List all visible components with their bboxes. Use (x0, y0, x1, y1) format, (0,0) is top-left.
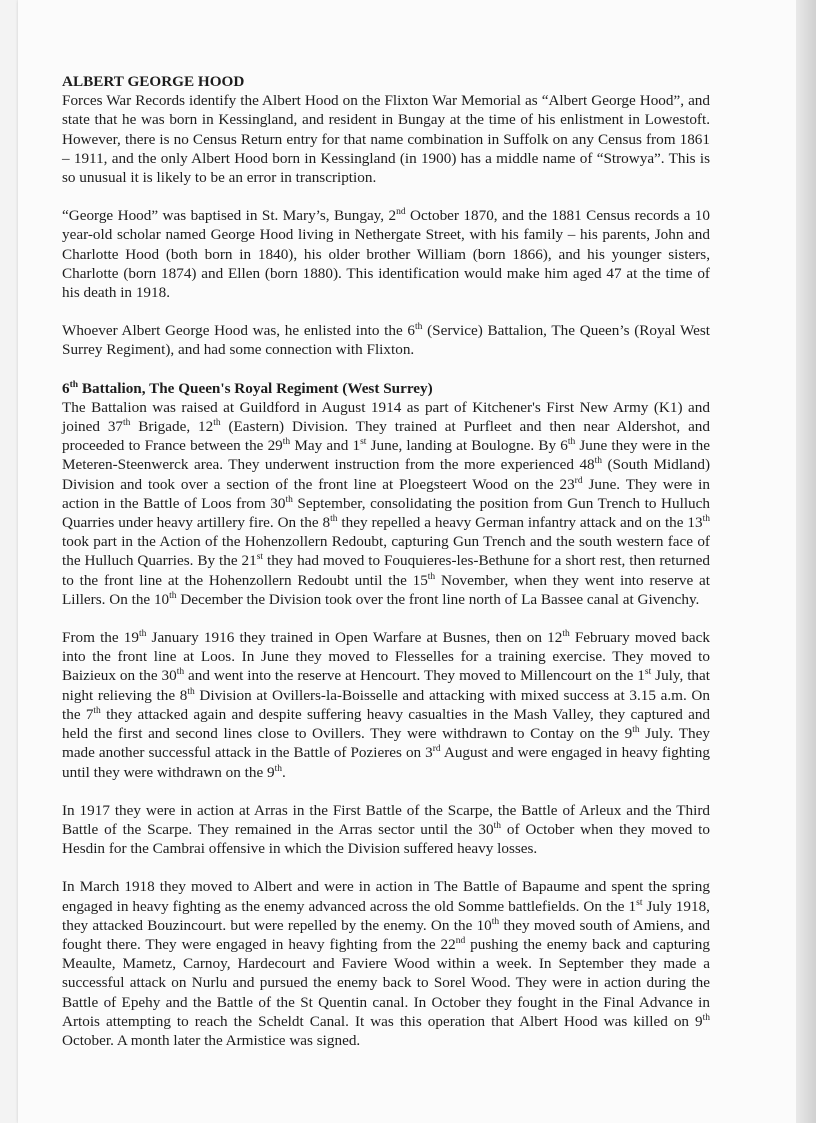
section-paragraph-4: In March 1918 they moved to Albert and were in action in The Battle of Bapaume and spent the spring engaged in heavy fighting as the enemy advanced across the old Somme battlefields. On the 1st July 1918, they attacked Bouzincourt. but were repelled by the enemy. On the 10th they moved south of Amiens, and fought there. They were engaged in heavy fighting from the 22nd pushing the enemy back and capturing Meaulte, Mametz, Carnoy, Hardecourt and Faviere Wood within a week. In September they made a successful attack on Nurlu and pursued the enemy back to Sorel Wood. They were in action during the Battle of Epehy and the Battle of the St Quentin canal. In October they fought in the Final Advance in Artois attempting to reach the Scheldt Canal. It was this operation that Albert Hood was killed on 9th October. A month later the Armistice was signed. (62, 878, 710, 1049)
document-title: ALBERT GEORGE HOOD (62, 73, 245, 90)
page-edge-shadow (796, 0, 816, 1123)
section-paragraph-2: From the 19th January 1916 they trained in Open Warfare at Busnes, then on 12th February moved back into the front line at Loos. In June they moved to Flesselles for a training exercise. They moved to Baizieux on the 30th and went into the reserve at Hencourt. They moved to Millencourt on the 1st July, that night relieving the 8th Division at Ovillers-la-Boisselle and attacking with mixed success at 3.15 a.m. On the 7th they attacked again and despite suffering heavy casualties in the Mash Valley, they captured and held the first and second lines close to Ovillers. They were withdrawn to Contay on the 9th July. They made another successful attack in the Battle of Pozieres on 3rd August and were engaged in heavy fighting until they were withdrawn on the 9th. (62, 629, 711, 781)
intro-paragraph-3: Whoever Albert George Hood was, he enlisted into the 6th (Service) Battalion, The Queen’s (Royal West Surrey Regiment), and had some connection with Flixton. (62, 322, 710, 359)
intro-paragraph-2: “George Hood” was baptised in St. Mary’s, Bungay, 2nd October 1870, and the 1881 Census records a 10 year-old scholar named George Hood living in Nethergate Street, with his family – his parents, John and Charlotte Hood (both born in 1840), his older brother William (born 1866), and his younger sisters, Charlotte (born 1874) and Ellen (born 1880). This identification would make him aged 47 at the time of his death in 1918. (62, 207, 710, 302)
section-paragraph-3: In 1917 they were in action at Arras in the First Battle of the Scarpe, the Battle of Arleux and the Third Battle of the Scarpe. They remained in the Arras sector until the 30th of October when they moved to Hesdin for the Cambrai offensive in which the Division suffered heavy losses. (62, 801, 710, 858)
intro-paragraph-1: Forces War Records identify the Albert Hood on the Flixton War Memorial as “Albert George Hood”, and state that he was born in Kessingland, and resident in Bungay at the time of his enlistment in Lowestoft. However, there is no Census Return entry for that name combination in Suffolk on any Census from 1861 – 1911, and the only Albert Hood born in Kessingland (in 1900) has a middle name of “Strowya”. This is so unusual it is likely to be an error in transcription. (62, 92, 710, 187)
document-body (62, 72, 710, 1069)
section-heading: 6th Battalion, The Queen's Royal Regiment (West Surrey) (62, 379, 433, 397)
section-paragraph-1: The Battalion was raised at Guildford in August 1914 as part of Kitchener's First New Army (K1) and joined 37th Brigade, 12th (Eastern) Division. They trained at Purfleet and then near Aldershot, and proceeded to France between the 29th May and 1st June, landing at Boulogne. By 6th June they were in the Meteren-Steenwerck area. They underwent instruction from the more experienced 48th (South Midland) Division and took over a section of the front line at Ploegsteert Wood on the 23rd June. They were in action in the Battle of Loos from 30th September, consolidating the position from Gun Trench to Hulluch Quarries under heavy artillery fire. On the 8th they repelled a heavy German infantry attack and on the 13th took part in the Action of the Hohenzollern Redoubt, capturing Gun Trench and the south western face of the Hulluch Quarries. By the 21st they had moved to Fouquieres-les-Bethune for a short rest, then returned to the front line at the Hohenzollern Redoubt until the 15th November, when they went into reserve at Lillers. On the 10th December the Division took over the front line north of La Bassee canal at Givenchy. (62, 398, 711, 608)
